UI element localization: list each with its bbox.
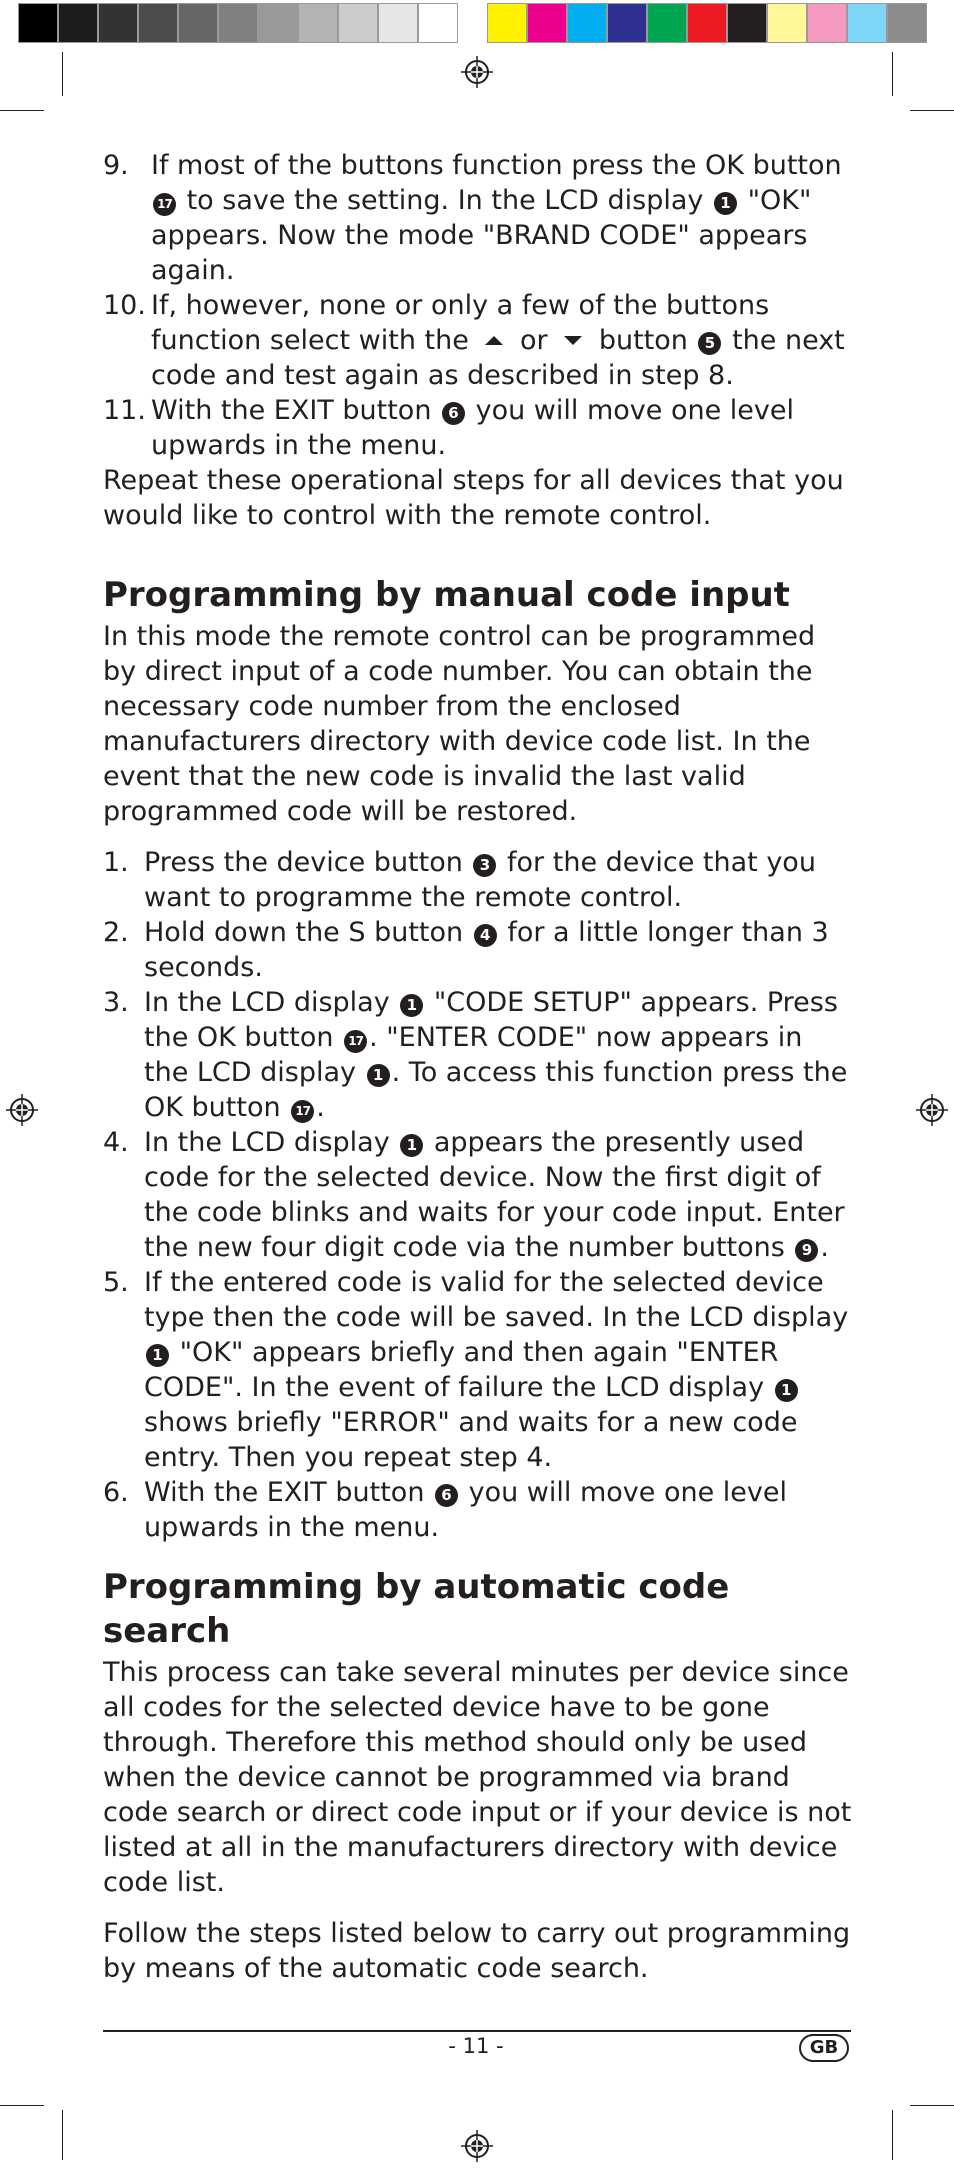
step-text-fragment: the next code and test again as described in step 8.	[151, 325, 845, 391]
lcd-display-ref-icon: 1	[367, 1064, 390, 1087]
color-swatch	[338, 3, 378, 43]
crop-mark	[892, 2110, 893, 2160]
step-text	[144, 985, 853, 1125]
page-number: - 11 -	[448, 2034, 504, 2058]
step-number: 3.	[103, 987, 129, 1018]
step-number: 4.	[103, 1127, 129, 1158]
arrow-down-icon	[564, 336, 582, 345]
crop-mark	[0, 110, 44, 111]
step-text	[144, 1265, 853, 1475]
continued-step-list	[103, 148, 853, 463]
step-text-fragment: shows briefly "ERROR" and waits for a new code entry. Then you repeat step 4.	[144, 1407, 798, 1473]
step-text-fragment: for a little longer than 3 seconds.	[144, 917, 829, 983]
lcd-display-ref-icon: 1	[400, 994, 423, 1017]
step-text-fragment: or	[511, 325, 557, 356]
step-text-fragment: Press the device button	[144, 847, 472, 878]
crop-mark	[910, 110, 954, 111]
crosshair-circle-icon	[916, 1094, 948, 1126]
color-swatch	[138, 3, 178, 43]
number-buttons-ref-icon: 9	[795, 1239, 818, 1262]
step-text-fragment: If most of the buttons function press the OK button	[151, 150, 842, 181]
step-text-fragment: you will move one level upwards in the menu.	[151, 395, 794, 461]
crop-mark	[910, 2105, 954, 2106]
color-swatch	[378, 3, 418, 43]
ok-button-ref-icon: 17	[291, 1100, 314, 1123]
section-heading-manual: Programming by manual code input	[103, 575, 790, 615]
repeat-paragraph: Repeat these operational steps for all devices that you would like to control with the remote control.	[103, 465, 844, 531]
list-item	[103, 393, 853, 463]
step-text-fragment: If the entered code is valid for the selected device type then the code will be saved. In the LCD display	[144, 1267, 849, 1333]
color-swatch	[487, 3, 527, 43]
crosshair-circle-icon	[461, 2130, 493, 2162]
color-swatch	[418, 3, 458, 43]
step-text-fragment: With the EXIT button	[144, 1477, 434, 1508]
color-swatch	[887, 3, 927, 43]
auto-paragraph-2: Follow the steps listed below to carry out programming by means of the automatic code search.	[103, 1918, 851, 1984]
ok-button-ref-icon: 17	[153, 193, 176, 216]
color-swatch	[178, 3, 218, 43]
section-heading-auto: Programming by automatic code search	[103, 1567, 730, 1651]
color-swatch	[58, 3, 98, 43]
step-text-fragment: Hold down the S button	[144, 917, 472, 948]
step-text-fragment: If, however, none or only a few of the buttons function select with the	[151, 290, 770, 356]
crop-mark	[62, 2110, 63, 2160]
color-swatch	[218, 3, 258, 43]
color-swatch	[727, 3, 767, 43]
list-item	[103, 148, 853, 288]
step-number: 9.	[103, 150, 129, 181]
step-text	[151, 288, 853, 393]
color-swatch	[298, 3, 338, 43]
color-swatch	[527, 3, 567, 43]
step-text-fragment: for the device that you want to programme the remote control.	[144, 847, 816, 913]
manual-intro-paragraph: In this mode the remote control can be programmed by direct input of a code number. You can obtain the necessary code number from the enclosed manufacturers directory with device code list. In the event that the new code is invalid the last valid programmed code will be restored.	[103, 621, 816, 827]
color-swatch	[847, 3, 887, 43]
color-swatch	[258, 3, 298, 43]
lcd-display-ref-icon: 1	[714, 192, 737, 215]
step-text-fragment: .	[316, 1092, 325, 1123]
list-item	[103, 1125, 853, 1265]
crosshair-circle-icon	[461, 56, 493, 88]
color-swatch	[98, 3, 138, 43]
lcd-display-ref-icon: 1	[146, 1344, 169, 1367]
arrow-button-ref-icon: 5	[698, 332, 721, 355]
step-text-fragment: appears the presently used code for the selected device. Now the first digit of the code blinks and waits for your code input. Enter the new four digit code via the number buttons	[144, 1127, 845, 1263]
step-number: 11.	[103, 395, 146, 426]
grayscale-color-bar	[18, 3, 458, 43]
step-text-fragment: . "ENTER CODE" now appears in the LCD display	[144, 1022, 803, 1088]
step-text-fragment: In the LCD display	[144, 1127, 399, 1158]
step-text-fragment: With the EXIT button	[151, 395, 441, 426]
exit-button-ref-icon: 6	[442, 402, 465, 425]
process-color-bar	[487, 3, 927, 43]
s-button-ref-icon: 4	[474, 924, 497, 947]
color-swatch	[567, 3, 607, 43]
crosshair-circle-icon	[6, 1094, 38, 1126]
list-item	[103, 915, 853, 985]
step-text-fragment: "CODE SETUP" appears. Press the OK button	[144, 987, 838, 1053]
manual-step-list	[103, 845, 853, 1545]
step-text-fragment: button	[590, 325, 697, 356]
color-swatch	[807, 3, 847, 43]
step-text-fragment: "OK" appears. Now the mode "BRAND CODE" appears again.	[151, 185, 812, 286]
step-number: 1.	[103, 847, 129, 878]
exit-button-ref-icon: 6	[435, 1484, 458, 1507]
step-text-fragment: In the LCD display	[144, 987, 399, 1018]
crop-mark	[62, 52, 63, 96]
step-text	[144, 1125, 853, 1265]
step-text	[144, 915, 853, 985]
color-swatch	[687, 3, 727, 43]
page-content	[103, 148, 853, 1986]
step-text	[151, 393, 853, 463]
list-item	[103, 985, 853, 1125]
step-number: 5.	[103, 1267, 129, 1298]
lcd-display-ref-icon: 1	[400, 1134, 423, 1157]
color-swatch	[767, 3, 807, 43]
device-button-ref-icon: 3	[473, 854, 496, 877]
list-item	[103, 1475, 853, 1545]
color-swatch	[607, 3, 647, 43]
step-text-fragment: .	[820, 1232, 830, 1263]
step-text-fragment: to save the setting. In the LCD display	[178, 185, 712, 216]
crop-mark	[0, 2105, 44, 2106]
step-text	[151, 148, 853, 288]
step-text-fragment: . To access this function press the OK button	[144, 1057, 848, 1123]
step-number: 2.	[103, 917, 129, 948]
color-swatch	[18, 3, 58, 43]
step-text-fragment: "OK" appears briefly and then again "ENTER CODE". In the event of failure the LCD display	[144, 1337, 779, 1403]
step-text	[144, 845, 853, 915]
crop-mark	[892, 52, 893, 96]
step-text	[144, 1475, 853, 1545]
step-number: 10.	[103, 290, 146, 321]
list-item	[103, 845, 853, 915]
language-badge: GB	[799, 2034, 849, 2062]
lcd-display-ref-icon: 1	[775, 1379, 798, 1402]
step-text-fragment: you will move one level upwards in the menu.	[144, 1477, 787, 1543]
ok-button-ref-icon: 17	[344, 1030, 367, 1053]
auto-paragraph-1: This process can take several minutes per device since all codes for the selected device have to be gone through. Therefore this method should only be used when the device cannot be programmed via brand code search or direct code input or if your device is not listed at all in the manufacturers directory with device code list.	[103, 1657, 852, 1898]
arrow-up-icon	[485, 336, 503, 345]
footer-rule	[103, 2030, 851, 2032]
list-item	[103, 288, 853, 393]
list-item	[103, 1265, 853, 1475]
step-number: 6.	[103, 1477, 129, 1508]
color-swatch	[647, 3, 687, 43]
